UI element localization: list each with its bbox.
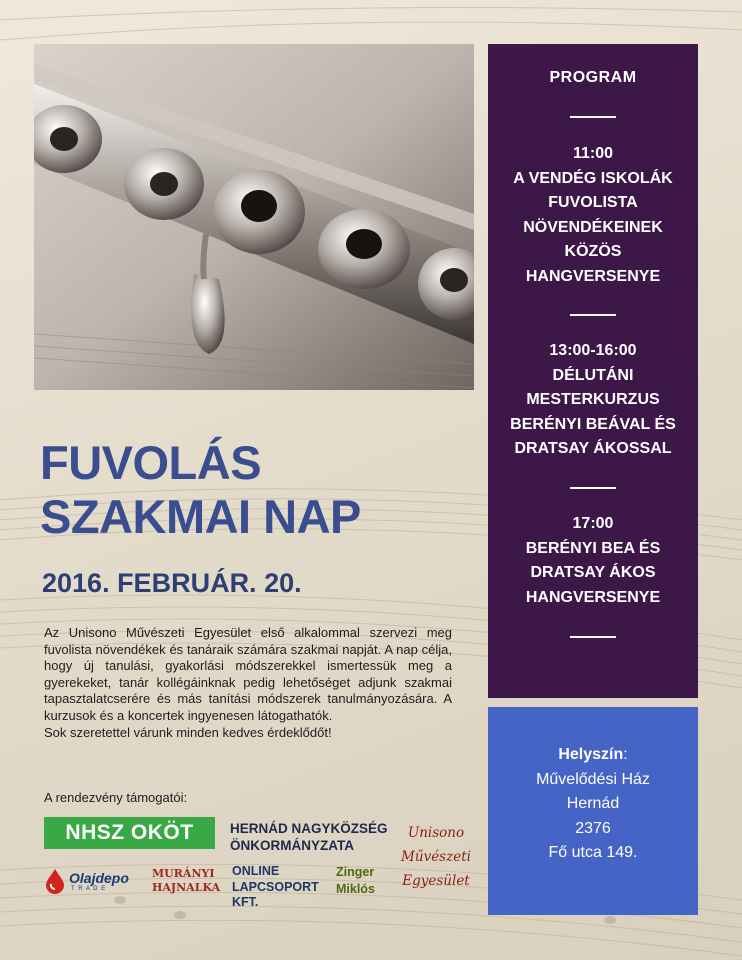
sponsor-muranyi xyxy=(152,867,222,895)
sponsor-unisono-line1: Unisono xyxy=(407,825,465,841)
event-title xyxy=(40,436,460,544)
program-block-1-line1: A VENDÉG ISKOLÁK xyxy=(513,169,673,187)
sponsor-unisono-line3: Egyesület xyxy=(402,873,470,889)
venue-line4: Fő utca 149. xyxy=(548,844,638,861)
venue-line3: 2376 xyxy=(575,819,611,837)
program-block-3-line3: HANGVERSENYE xyxy=(525,588,661,606)
program-block-3-time: 17:00 xyxy=(572,515,614,532)
program-heading: PROGRAM xyxy=(549,69,637,86)
program-block-3-line2: DRATSAY ÁKOS xyxy=(530,564,656,581)
event-description xyxy=(44,625,452,741)
sponsor-olajdepo-sub: T R A D E xyxy=(71,886,107,892)
program-block-2-time: 13:00-16:00 xyxy=(549,342,637,359)
program-divider xyxy=(570,487,616,489)
oil-drop-icon xyxy=(44,868,66,894)
program-divider xyxy=(570,314,616,316)
venue-line1: Művelődési Ház xyxy=(536,770,650,788)
sponsor-nhsz-logo: NHSZ OKÖT xyxy=(44,817,215,849)
program-panel xyxy=(488,44,698,698)
program-block-3 xyxy=(496,512,690,610)
sponsor-olajdepo-name: Olajdepo xyxy=(69,870,129,886)
program-block-1-line2: FUVOLISTA xyxy=(548,194,638,211)
venue-label-text: Helyszín xyxy=(558,746,624,763)
sponsor-unisono xyxy=(400,821,472,893)
program-block-1-line5: HANGVERSENYE xyxy=(525,267,661,285)
description-closing: Sok szeretettel várunk minden kedves érdeklődőt! xyxy=(44,724,332,740)
sponsor-unisono-line2: Művészeti xyxy=(401,849,471,865)
sponsor-muranyi-line2: HAJNALKA xyxy=(152,881,221,894)
sponsor-zinger xyxy=(336,864,396,898)
program-block-2-line3: BERÉNYI BEÁVAL ÉS xyxy=(510,415,676,433)
program-block-1-line3: NÖVENDÉKEINEK xyxy=(523,218,663,236)
venue-label-colon: : xyxy=(623,746,628,763)
venue-line2: Hernád xyxy=(566,795,620,812)
sponsor-muranyi-line1: MURÁNYI xyxy=(152,867,215,880)
sponsor-zinger-line2: Miklós xyxy=(336,882,375,896)
program-block-2-line4: DRATSAY ÁKOSSAL xyxy=(514,440,672,457)
program-divider xyxy=(570,116,616,118)
program-block-2-line2: MESTERKURZUS xyxy=(526,391,660,408)
sponsor-hernad-line2: ÖNKORMÁNYZATA xyxy=(230,838,354,853)
program-block-1-time: 11:00 xyxy=(572,145,614,162)
supporters-label: A rendezvény támogatói: xyxy=(44,790,188,805)
sponsor-online-line1: ONLINE xyxy=(232,864,280,878)
sponsor-online xyxy=(232,864,332,911)
event-title-line2: SZAKMAI NAP xyxy=(40,490,361,543)
flute-photo xyxy=(34,44,474,390)
flute-image xyxy=(34,44,474,390)
program-block-3-line1: BERÉNYI BEA ÉS xyxy=(525,539,661,557)
program-block-1 xyxy=(496,142,690,289)
sponsor-hernad xyxy=(230,820,400,854)
event-title-line1: FUVOLÁS xyxy=(40,436,262,489)
sponsor-online-line3: KFT. xyxy=(232,895,259,909)
program-block-1-line4: KÖZÖS xyxy=(564,243,622,260)
event-date: 2016. FEBRUÁR. 20. xyxy=(42,568,302,598)
sponsor-olajdepo-logo xyxy=(44,867,142,895)
program-block-2 xyxy=(496,339,690,462)
program-block-2-line1: DÉLUTÁNI xyxy=(552,366,634,384)
venue-label xyxy=(488,743,698,768)
description-paragraph: Az Unisono Művészeti Egyesület első alkalommal szervezi meg fuvolista növendékek és tanáraik számára szakmai napját. A nap célja, hogy új tanulási, gyakorlási módszerekkel ismertessük meg a gyerekeket, tanár kollégáinknak pedig lehetőséget adjunk szakmai tapasztalatcserére és más tanítási módszerek tanulmányozására. A kurzusok és a koncertek ingyenesen látogathatók. xyxy=(44,625,452,723)
program-divider xyxy=(570,636,616,638)
venue-panel xyxy=(488,707,698,915)
sponsor-zinger-line1: Zinger xyxy=(336,865,375,879)
sponsor-online-line2: LAPCSOPORT xyxy=(232,879,319,894)
sponsor-hernad-line1: HERNÁD NAGYKÖZSÉG xyxy=(230,821,388,836)
